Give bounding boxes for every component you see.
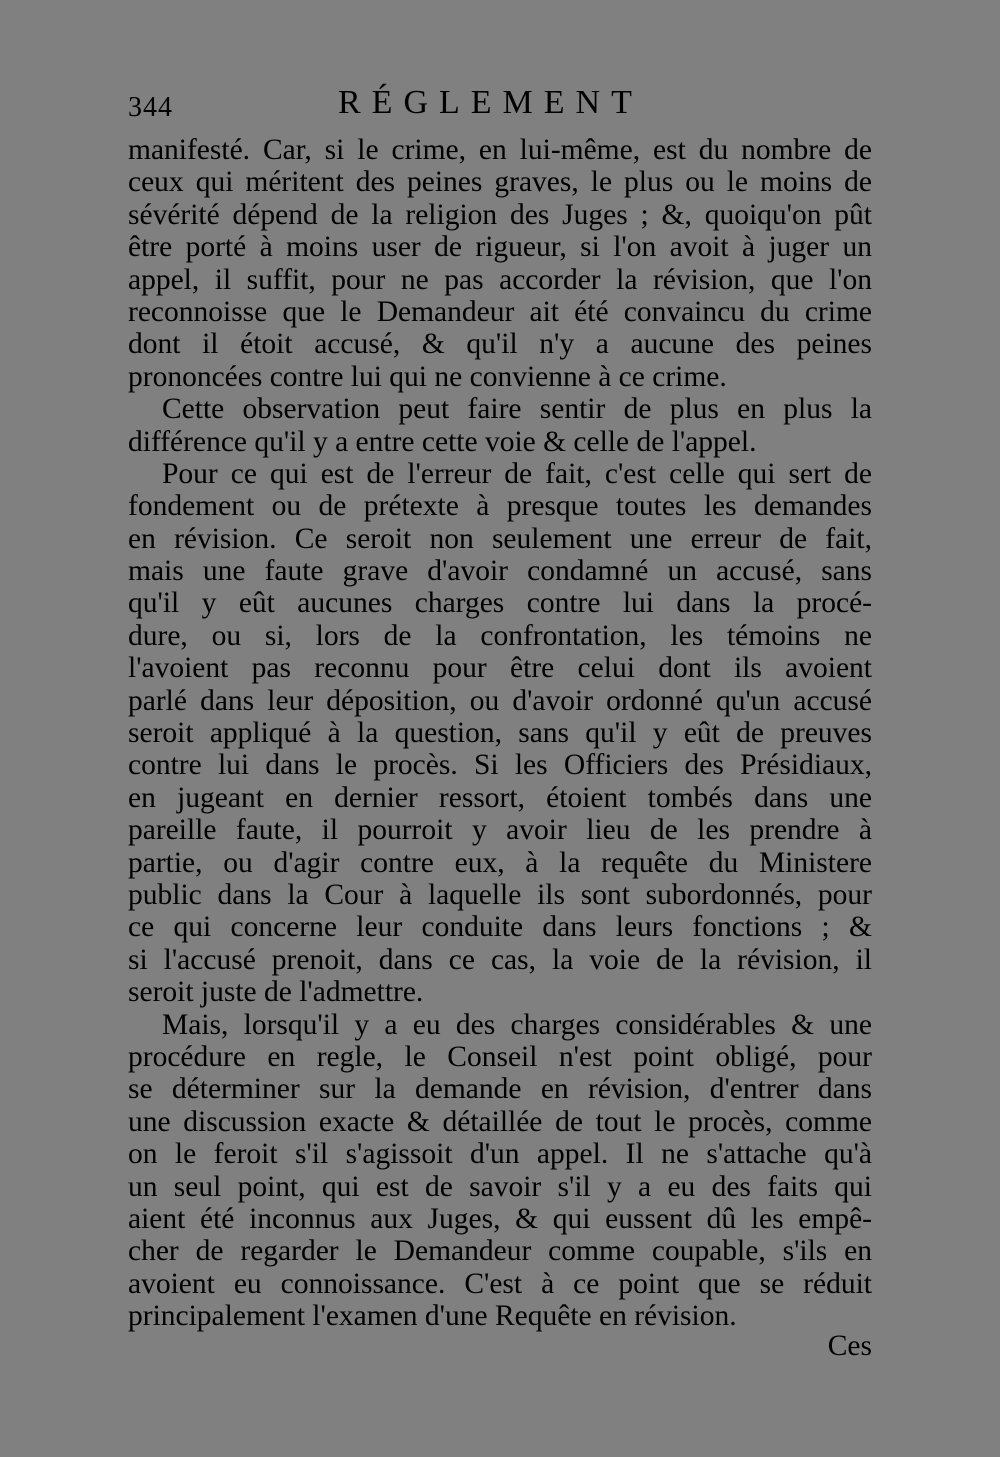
- body-text: [128, 134, 872, 1332]
- text-line: en jugeant en dernier ressort, étoient tombés dans une: [128, 781, 872, 814]
- text-line: être porté à moins user de rigueur, si l'on avoit à juger un: [128, 231, 872, 264]
- text-line: avoient eu connoissance. C'est à ce point que se réduit: [128, 1267, 872, 1300]
- text-line: si l'accusé prenoit, dans ce cas, la voie de la révision, il: [128, 943, 872, 976]
- text-line: ceux qui méritent des peines graves, le plus ou le moins de: [128, 166, 872, 199]
- text-line: différence qu'il y a entre cette voie & celle de l'appel.: [128, 425, 757, 458]
- text-line: qu'il y eût aucunes charges contre lui dans la procé-: [128, 587, 872, 620]
- text-line: dont il étoit accusé, & qu'il n'y a aucune des peines: [128, 328, 872, 361]
- text-line: principalement l'examen d'une Requête en révision.: [128, 1300, 737, 1333]
- running-title: RÉGLEMENT: [338, 84, 643, 121]
- text-line: cher de regarder le Demandeur comme coupable, s'ils en: [128, 1235, 872, 1268]
- text-line: manifesté. Car, si le crime, en lui-même, est du nombre de: [128, 134, 872, 166]
- text-line: seroit appliqué à la question, sans qu'il y eût de preuves: [128, 717, 872, 750]
- text-line: on le feroit s'il s'agissoit d'un appel. Il ne s'attache qu'à: [128, 1138, 872, 1171]
- text-line: parlé dans leur déposition, ou d'avoir ordonné qu'un accusé: [128, 684, 872, 717]
- text-line: contre lui dans le procès. Si les Officiers des Présidiaux,: [128, 749, 872, 782]
- text-line: dure, ou si, lors de la confrontation, les témoins ne: [128, 619, 872, 652]
- text-line: Mais, lorsqu'il y a eu des charges considérables & une: [162, 1008, 872, 1041]
- text-line: fondement ou de prétexte à presque toutes les demandes: [128, 490, 872, 523]
- text-line: procédure en regle, le Conseil n'est point obligé, pour: [128, 1040, 872, 1073]
- text-line: seroit juste de l'admettre.: [128, 976, 424, 1009]
- text-line: partie, ou d'agir contre eux, à la requête du Ministere: [128, 846, 872, 879]
- text-line: l'avoient pas reconnu pour être celui dont ils avoient: [128, 652, 872, 685]
- text-line: pareille faute, il pourroit y avoir lieu de les prendre à: [128, 814, 872, 847]
- text-line: public dans la Cour à laquelle ils sont subordonnés, pour: [128, 878, 872, 911]
- page-header: [128, 84, 870, 134]
- text-line: se déterminer sur la demande en révision, d'entrer dans: [128, 1073, 872, 1106]
- text-line: en révision. Ce seroit non seulement une erreur de fait,: [128, 522, 872, 555]
- catchword: Ces: [827, 1330, 872, 1362]
- text-line: aient été inconnus aux Juges, & qui eussent dû les empê-: [128, 1202, 872, 1235]
- text-line: prononcées contre lui qui ne convienne à ce crime.: [128, 360, 727, 393]
- text-line: ce qui concerne leur conduite dans leurs fonctions ; &: [128, 911, 872, 944]
- text-line: sévérité dépend de la religion des Juges ; &, quoiqu'on pût: [128, 198, 872, 231]
- text-line: appel, il suffit, pour ne pas accorder la révision, que l'on: [128, 263, 872, 296]
- text-line: Pour ce qui est de l'erreur de fait, c'est celle qui sert de: [162, 457, 872, 490]
- text-line: reconnoisse que le Demandeur ait été convaincu du crime: [128, 295, 872, 328]
- text-line: Cette observation peut faire sentir de plus en plus la: [162, 393, 872, 426]
- page-number: 344: [128, 92, 173, 123]
- text-line: une discussion exacte & détaillée de tout le procès, comme: [128, 1105, 872, 1138]
- text-line: mais une faute grave d'avoir condamné un accusé, sans: [128, 555, 872, 588]
- text-line: un seul point, qui est de savoir s'il y a eu des faits qui: [128, 1170, 872, 1203]
